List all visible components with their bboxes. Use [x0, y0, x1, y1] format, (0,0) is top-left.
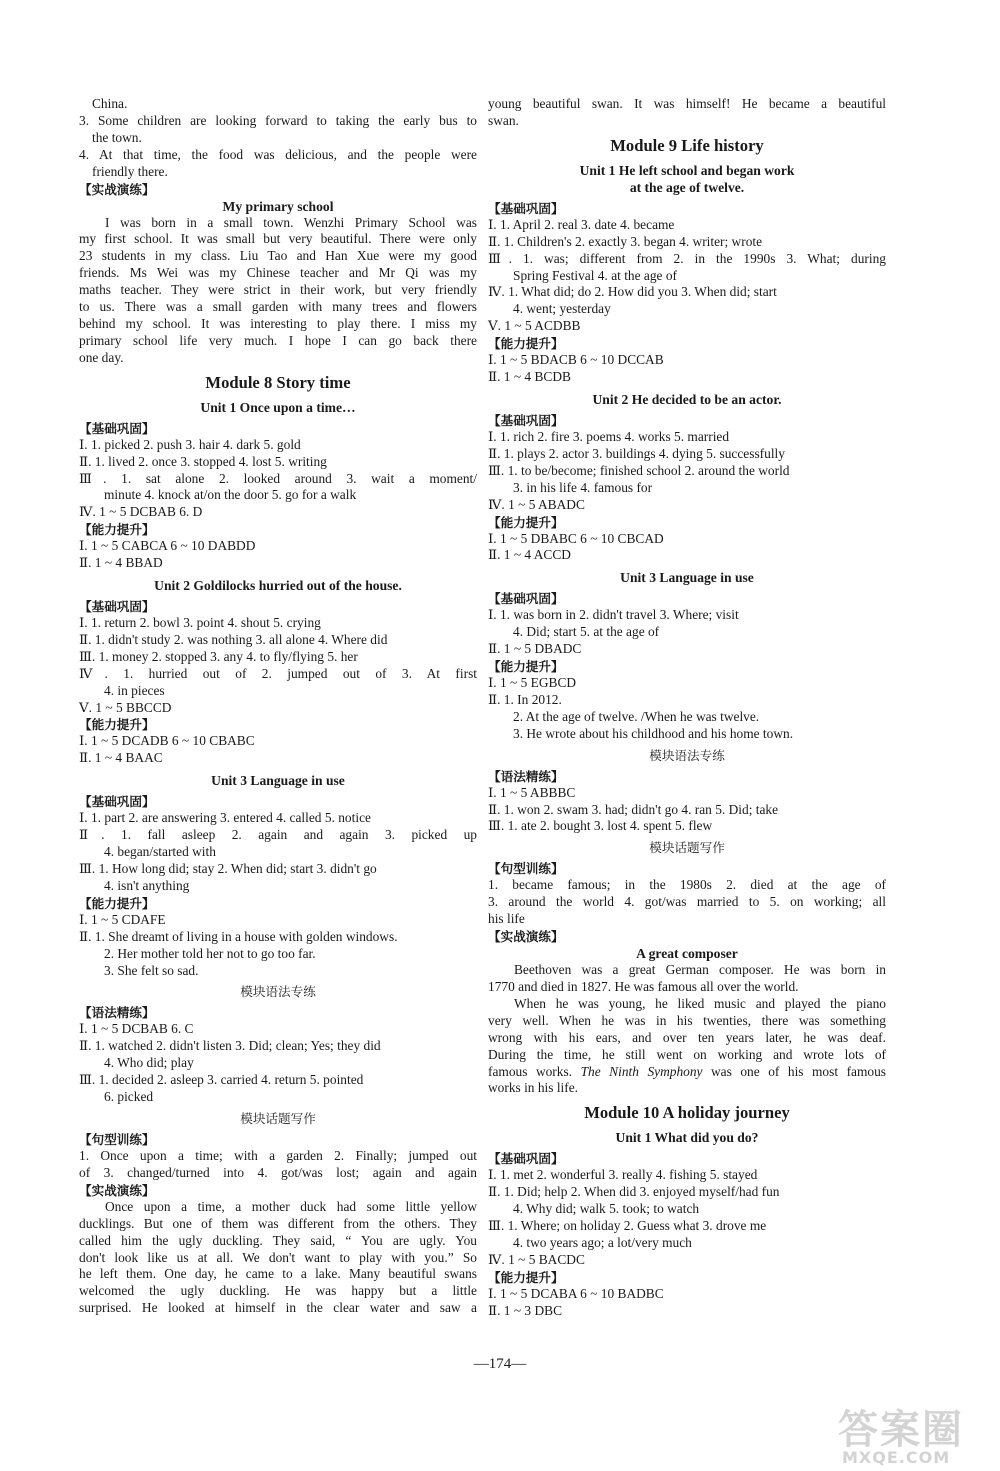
answer-line: 4. began/started with	[104, 844, 216, 860]
answer-line: Ⅰ. 1 ~ 5 CDAFE	[79, 911, 166, 927]
section-label-improve: 【能力提升】	[488, 659, 564, 675]
section-label-basic: 【基础巩固】	[488, 412, 564, 428]
text-line: don't look like us at all. We don't want to play with you.” So	[79, 1249, 477, 1265]
answer-line: Ⅲ. 1. Where; on holiday 2. Guess what 3. drove me	[488, 1218, 767, 1234]
text-line: Beethoven was a great German composer. He was born in	[514, 962, 886, 978]
answer-line: Ⅰ. 1 ~ 5 DCADB 6 ~ 10 CBABC	[79, 733, 255, 749]
answer-line: Ⅱ. 1 ~ 4 BBAD	[79, 555, 163, 571]
answer-line: Ⅲ. 1. decided 2. asleep 3. carried 4. return 5. pointed	[79, 1072, 364, 1088]
answer-line: Ⅰ. 1 ~ 5 DBABC 6 ~ 10 CBCAD	[488, 530, 664, 546]
section-label-grammar: 【语法精练】	[79, 1005, 155, 1021]
answer-line: Ⅱ. 1 ~ 3 DBC	[488, 1302, 563, 1318]
writing-heading: 模块话题写作	[240, 1110, 316, 1126]
answer-line: Ⅰ. 1 ~ 5 BDACB 6 ~ 10 DCCAB	[488, 352, 664, 368]
answer-line: Ⅰ. 1 ~ 5 EGBCD	[488, 675, 577, 691]
answer-line: 4. Why did; walk 5. took; to watch	[513, 1201, 700, 1217]
answer-line: 3. He wrote about his childhood and his home town.	[513, 725, 794, 741]
answer-line: Ⅰ. 1. was born in 2. didn't travel 3. Where; visit	[488, 607, 739, 623]
section-label-improve: 【能力提升】	[79, 717, 155, 733]
section-label-practice: 【实战演练】	[79, 1182, 155, 1198]
answer-line: Ⅱ. 1 ~ 5 DBADC	[488, 641, 582, 657]
answer-line: Ⅰ. 1. part 2. are answering 3. entered 4. called 5. notice	[79, 810, 371, 826]
answer-line: Ⅳ. 1 ~ 5 ABADC	[488, 496, 585, 512]
text-line: works in his life.	[488, 1080, 579, 1096]
answer-line: Ⅱ. 1 ~ 4 BCDB	[488, 369, 571, 385]
answer-line: 4. two years ago; a lot/very much	[513, 1234, 692, 1250]
watermark	[838, 1398, 988, 1468]
answer-line: his life	[488, 911, 525, 927]
answer-line: 4. went; yesterday	[513, 301, 611, 317]
section-label-practice: 【实战演练】	[79, 181, 155, 197]
answer-line: Ⅴ. 1 ~ 5 ACDBB	[488, 318, 581, 334]
grammar-heading: 模块语法专练	[649, 747, 725, 763]
text-line: surprised. He looked at himself in the clear water and saw a	[79, 1300, 477, 1316]
text-line: 4. At that time, the food was delicious, and the people were	[79, 146, 477, 162]
section-label-improve: 【能力提升】	[79, 895, 155, 911]
answer-line: Spring Festival 4. at the age of	[513, 267, 678, 283]
answer-line: Ⅱ. 1. watched 2. didn't listen 3. Did; clean; Yes; they did	[79, 1038, 381, 1054]
text-line: friends. Ms Wei was my Chinese teacher and Mr Qi was my	[79, 265, 477, 281]
m8-unit2-title: Unit 2 Goldilocks hurried out of the house.	[154, 578, 402, 594]
answer-line: Ⅲ. 1. to be/become; finished school 2. around the world	[488, 462, 790, 478]
answer-line: Ⅰ. 1. rich 2. fire 3. poems 4. works 5. married	[488, 428, 730, 444]
text-line: primary school life very much. I hope I can go back there	[79, 332, 477, 348]
answer-line: Ⅲ. 1. money 2. stopped 3. any 4. to fly/flying 5. her	[79, 648, 358, 664]
answer-line: 4. isn't anything	[104, 877, 190, 893]
left-column	[79, 96, 477, 1317]
m8-unit3-title: Unit 3 Language in use	[211, 773, 345, 789]
answer-line: Ⅱ. 1. In 2012.	[488, 691, 562, 707]
text-line: the town.	[92, 129, 142, 145]
section-label-basic: 【基础巩固】	[488, 591, 564, 607]
text-line: wrong with his ears, and over ten years later, he was deaf.	[488, 1029, 886, 1045]
answer-line: 4. Did; start 5. at the age of	[513, 624, 660, 640]
answer-line: Ⅱ. 1. She dreamt of living in a house with golden windows.	[79, 928, 398, 944]
section-label-sentence: 【句型训练】	[79, 1131, 155, 1147]
answer-line: Ⅲ. 1. How long did; stay 2. When did; start 3. didn't go	[79, 861, 377, 876]
text-line: behind my school. It was interesting to play there. I miss my	[79, 315, 477, 331]
text-line: friendly there.	[92, 163, 168, 179]
section-label-basic: 【基础巩固】	[79, 794, 155, 810]
intro-answers	[79, 96, 477, 181]
text-line: ducklings. But one of them was different from the others. They	[79, 1215, 477, 1231]
right-column	[488, 96, 886, 1320]
section-label-improve: 【能力提升】	[79, 522, 155, 538]
essay-body	[79, 215, 477, 367]
m10-unit1-title: Unit 1 What did you do?	[615, 1130, 759, 1146]
text-segment: was one of his most famous	[702, 1063, 886, 1079]
section-label-basic: 【基础巩固】	[79, 420, 155, 436]
watermark-logo: 答案圈	[838, 1407, 964, 1453]
answer-line: Ⅰ. 1. met 2. wonderful 3. really 4. fishing 5. stayed	[488, 1167, 758, 1183]
text-line: China.	[92, 96, 128, 111]
answer-line: 2. Her mother told her not to go too far.	[104, 945, 316, 961]
essay-title: My primary school	[222, 198, 334, 214]
answer-line: Ⅱ. 1. lived 2. once 3. stopped 4. lost 5. writing	[79, 453, 327, 469]
section-label-basic: 【基础巩固】	[488, 1151, 564, 1167]
answer-line: Ⅲ. 1. sat alone 2. looked around 3. wait a moment/	[79, 470, 477, 486]
text-line: to us. There was a small garden with many trees and flowers	[79, 299, 477, 315]
essay-body	[488, 962, 886, 1097]
answer-line: 3. She felt so sad.	[104, 962, 199, 978]
answer-line: Ⅰ. 1 ~ 5 DCBAB 6. C	[79, 1021, 194, 1037]
answer-line: Ⅱ. 1. fall asleep 2. again and again 3. picked up	[79, 827, 477, 843]
answer-line: Ⅱ. 1. Did; help 2. When did 3. enjoyed myself/had fun	[488, 1184, 780, 1200]
answer-line: Ⅰ. 1. picked 2. push 3. hair 4. dark 5. gold	[79, 436, 301, 452]
text-line: When he was young, he liked music and played the piano	[514, 995, 886, 1011]
page-number: —174—	[473, 1356, 527, 1372]
answer-line: Ⅱ. 1. didn't study 2. was nothing 3. all alone 4. Where did	[79, 631, 388, 647]
text-line: young beautiful swan. It was himself! He became a beautiful	[488, 96, 886, 111]
text-line: 1770 and died in 1827. He was famous all over the world.	[488, 979, 799, 994]
text-line: I was born in a small town. Wenzhi Primary School was	[105, 214, 477, 230]
text-line: swan.	[488, 112, 519, 128]
answer-line: Ⅱ. 1. Children's 2. exactly 3. began 4. writer; wrote	[488, 233, 763, 249]
text-line: my first school. It was small but very beautiful. There were only	[79, 231, 477, 247]
answer-line: minute 4. knock at/on the door 5. go for a walk	[104, 487, 357, 503]
section-label-sentence: 【句型训练】	[488, 861, 564, 877]
grammar-heading: 模块语法专练	[240, 984, 316, 1000]
section-label-practice: 【实战演练】	[488, 929, 564, 945]
watermark-url: MXQE.COM	[842, 1448, 951, 1467]
section-label-grammar: 【语法精练】	[488, 768, 564, 784]
answer-line: 1. Once upon a time; with a garden 2. Finally; jumped out	[79, 1147, 477, 1163]
answer-line: Ⅳ. 1. What did; do 2. How did you 3. When did; start	[488, 284, 777, 300]
text-line: very well. When he was in his twenties, there was something	[488, 1012, 886, 1028]
text-line: Once upon a time, a mother duck had some little yellow	[105, 1198, 477, 1214]
m9-unit1-title-line2: at the age of twelve.	[629, 179, 745, 195]
answer-line: 3. around the world 4. got/was married to 5. on working; all	[488, 894, 886, 910]
module-10-title: Module 10 A holiday journey	[584, 1103, 790, 1123]
writing-heading: 模块话题写作	[649, 840, 725, 856]
answer-line: 1. became famous; in the 1980s 2. died at the age of	[488, 877, 886, 893]
answer-line: of 3. changed/turned into 4. got/was lost; again and again	[79, 1164, 477, 1180]
text-line: 23 students in my class. Liu Tao and Han Xue were my good	[79, 248, 477, 264]
text-line: he left them. One day, he came to a lake. Many beautiful swans	[79, 1266, 477, 1282]
module-9-title: Module 9 Life history	[610, 135, 764, 155]
answer-line: 3. in his life 4. famous for	[513, 479, 653, 495]
answer-line: Ⅲ. 1. ate 2. bought 3. lost 4. spent 5. flew	[488, 818, 713, 834]
section-label-improve: 【能力提升】	[488, 514, 564, 530]
m9-unit1-title: Unit 1 He left school and began work	[579, 162, 795, 178]
m8-unit1-title: Unit 1 Once upon a time…	[200, 399, 356, 415]
answer-line: Ⅲ. 1. was; different from 2. in the 1990s 3. What; during	[488, 250, 886, 266]
module-8-title: Module 8 Story time	[205, 372, 351, 392]
answer-line: 4. in pieces	[104, 682, 165, 698]
text-segment: famous works.	[488, 1063, 573, 1079]
text-line: maths teacher. They were strict in their work, but very friendly	[79, 282, 477, 298]
answer-line: Ⅳ. 1 ~ 5 BACDC	[488, 1251, 585, 1267]
text-line: 3. Some children are looking forward to taking the early bus to	[79, 112, 477, 128]
answer-line: Ⅱ. 1. won 2. swam 3. had; didn't go 4. ran 5. Did; take	[488, 801, 779, 817]
text-line: one day.	[79, 349, 124, 365]
section-label-basic: 【基础巩固】	[79, 599, 155, 615]
text-line: welcomed the ugly duckling. He was happy but a little	[79, 1283, 477, 1299]
text-line: called him the ugly duckling. They said, “ You are ugly. You	[79, 1232, 477, 1248]
answer-line: Ⅰ. 1 ~ 5 DCABA 6 ~ 10 BADBC	[488, 1285, 664, 1301]
work-title: The Ninth Symphony	[580, 1063, 703, 1079]
answer-line: Ⅱ. 1. plays 2. actor 3. buildings 4. dying 5. successfully	[488, 445, 785, 461]
essay-title: A great composer	[636, 946, 738, 962]
text-line: During the time, he still went on working and wrote lots of	[488, 1046, 886, 1062]
m9-unit3-title: Unit 3 Language in use	[620, 570, 754, 586]
text-line	[488, 1064, 886, 1081]
answer-line: Ⅰ. 1. April 2. real 3. date 4. became	[488, 216, 675, 232]
answer-line: Ⅳ. 1. hurried out of 2. jumped out of 3. At first	[79, 665, 477, 681]
story-body	[79, 1199, 477, 1317]
answer-line: Ⅰ. 1. return 2. bowl 3. point 4. shout 5. crying	[79, 615, 321, 631]
section-label-improve: 【能力提升】	[488, 1269, 564, 1285]
answer-line: Ⅴ. 1 ~ 5 BBCCD	[79, 699, 172, 715]
section-label-improve: 【能力提升】	[488, 336, 564, 352]
answer-line: 6. picked	[104, 1089, 154, 1105]
answer-line: Ⅳ. 1 ~ 5 DCBAB 6. D	[79, 504, 203, 520]
answer-line: Ⅰ. 1 ~ 5 ABBBC	[488, 784, 576, 800]
section-label-basic: 【基础巩固】	[488, 200, 564, 216]
m9-unit2-title: Unit 2 He decided to be an actor.	[592, 391, 782, 407]
answer-line: 2. At the age of twelve. /When he was twelve.	[513, 708, 760, 724]
answer-line: 4. Who did; play	[104, 1055, 194, 1071]
answer-line: Ⅱ. 1 ~ 4 ACCD	[488, 547, 571, 563]
answer-line: Ⅰ. 1 ~ 5 CABCA 6 ~ 10 DABDD	[79, 538, 256, 554]
answer-line: Ⅱ. 1 ~ 4 BAAC	[79, 750, 163, 766]
